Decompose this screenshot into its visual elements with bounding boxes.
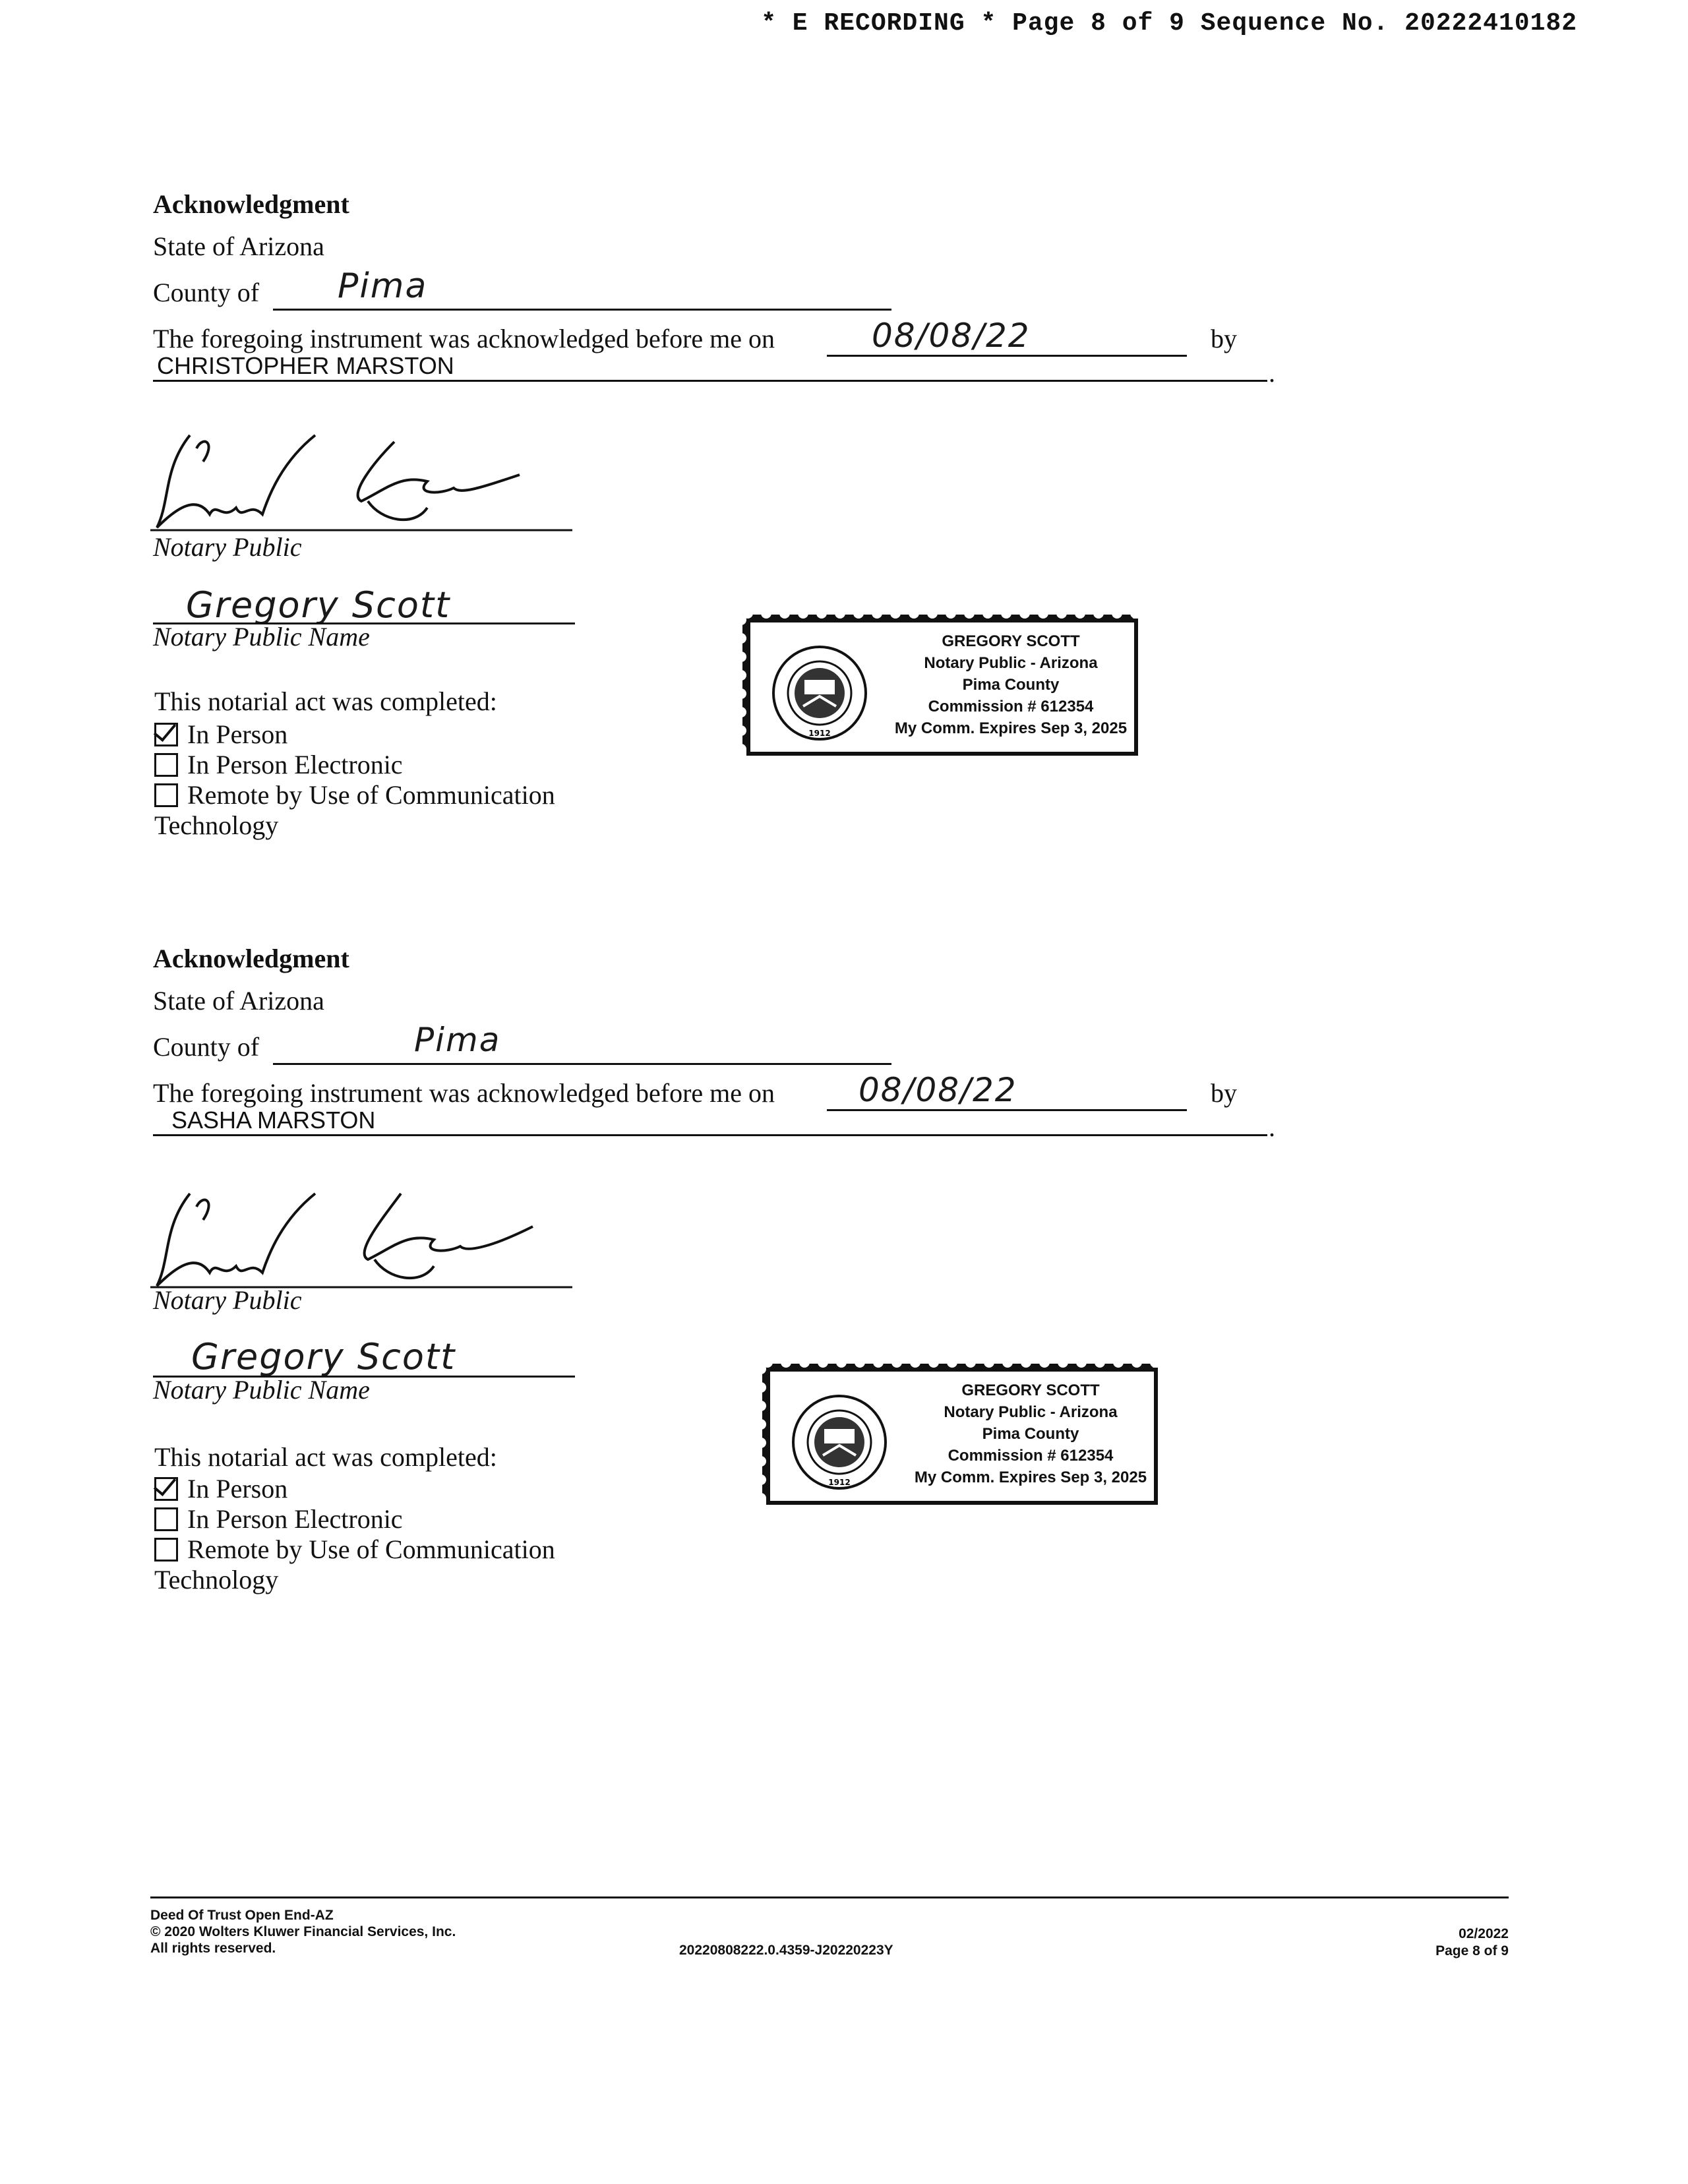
option-label: Remote by Use of Communication xyxy=(187,1534,555,1564)
county-label: County of xyxy=(153,1032,260,1062)
footer-rights: All rights reserved. xyxy=(150,1941,276,1956)
by-label: by xyxy=(1211,324,1237,353)
stamp-county: Pima County xyxy=(982,1425,1079,1443)
option-label: In Person xyxy=(187,1474,288,1503)
stamp-text xyxy=(889,630,1133,739)
checkbox-in-person-electronic xyxy=(154,1507,178,1531)
date-underline xyxy=(827,1109,1187,1111)
checkbox-remote xyxy=(154,1538,178,1562)
checkbox-remote xyxy=(154,783,178,807)
stamp-inner xyxy=(766,1368,1158,1505)
county-underline xyxy=(273,309,891,311)
county-handwritten: Pima xyxy=(414,1021,501,1059)
checkbox-in-person xyxy=(154,723,178,746)
county-handwritten: Pima xyxy=(338,266,428,306)
option-label: Remote by Use of Communication xyxy=(187,780,555,810)
option-continuation: Technology xyxy=(154,1565,279,1594)
signer-name: CHRISTOPHER MARSTON xyxy=(157,352,454,379)
option-label: In Person Electronic xyxy=(187,750,403,779)
stamp-title: Notary Public - Arizona xyxy=(924,654,1098,672)
svg-text:1912: 1912 xyxy=(828,1478,851,1487)
checkbox-in-person-electronic xyxy=(154,753,178,777)
date-handwritten: 08/08/22 xyxy=(872,317,1031,355)
statement-text: The foregoing instrument was acknowledged before me on xyxy=(153,324,775,353)
footer-right xyxy=(1435,1926,1509,1960)
county-line xyxy=(153,266,1313,323)
signer-name: SASHA MARSTON xyxy=(171,1107,376,1134)
option-continuation: Technology xyxy=(154,810,279,840)
stamp-name: GREGORY SCOTT xyxy=(961,1381,1100,1399)
stamp-expires: My Comm. Expires Sep 3, 2025 xyxy=(914,1469,1147,1486)
by-label: by xyxy=(1211,1078,1237,1108)
option-in-person xyxy=(154,1473,287,1504)
signer-period: . xyxy=(1269,358,1275,388)
notary-name-caption: Notary Public Name xyxy=(153,622,370,652)
footer-form-date: 02/2022 xyxy=(1459,1926,1509,1941)
notary-public-caption: Notary Public xyxy=(153,532,302,562)
state-line: State of Arizona xyxy=(153,986,324,1016)
completion-text: This notarial act was completed: xyxy=(154,686,497,716)
notary-signature-1 xyxy=(150,422,572,547)
notary-name-handwritten: Gregory Scott xyxy=(191,1336,456,1378)
statement-text: The foregoing instrument was acknowledged before me on xyxy=(153,1078,775,1108)
signer-period: . xyxy=(1269,1112,1275,1142)
state-line: State of Arizona xyxy=(153,231,324,261)
signer-line xyxy=(153,352,1313,396)
notary-stamp-1 xyxy=(738,611,1141,757)
option-label: In Person Electronic xyxy=(187,1504,403,1534)
footer-rule xyxy=(150,1896,1509,1898)
acknowledgment-heading: Acknowledgment xyxy=(153,944,349,973)
notary-name-handwritten: Gregory Scott xyxy=(186,584,451,626)
arizona-seal-icon xyxy=(770,644,869,743)
stamp-inner xyxy=(746,619,1138,756)
footer-copyright: © 2020 Wolters Kluwer Financial Services, Inc. xyxy=(150,1924,456,1939)
date-underline xyxy=(827,355,1187,357)
option-remote xyxy=(154,1534,555,1565)
notary-stamp-2 xyxy=(758,1360,1160,1506)
signer-underline xyxy=(153,1134,1267,1136)
signer-line xyxy=(153,1107,1313,1150)
svg-text:1912: 1912 xyxy=(808,729,831,738)
option-in-person-electronic xyxy=(154,749,403,780)
option-remote xyxy=(154,779,555,810)
footer-page: Page 8 of 9 xyxy=(1435,1943,1509,1958)
option-in-person xyxy=(154,719,287,750)
notary-public-caption: Notary Public xyxy=(153,1285,302,1315)
stamp-text xyxy=(909,1380,1153,1488)
notary-name-caption: Notary Public Name xyxy=(153,1375,370,1405)
completion-text: This notarial act was completed: xyxy=(154,1442,497,1472)
acknowledgment-heading: Acknowledgment xyxy=(153,189,349,219)
stamp-county: Pima County xyxy=(962,676,1060,694)
stamp-expires: My Comm. Expires Sep 3, 2025 xyxy=(894,719,1128,737)
recording-header: * E RECORDING * Page 8 of 9 Sequence No. 20222410182 xyxy=(761,9,1577,38)
county-underline xyxy=(273,1063,891,1065)
arizona-seal-icon xyxy=(790,1393,889,1492)
signer-underline xyxy=(153,380,1267,382)
option-label: In Person xyxy=(187,719,288,749)
county-label: County of xyxy=(153,278,260,307)
option-in-person-electronic xyxy=(154,1503,403,1534)
date-handwritten: 08/08/22 xyxy=(859,1071,1017,1109)
checkbox-in-person xyxy=(154,1477,178,1501)
acknowledgment-section-2 xyxy=(153,943,1313,1150)
stamp-name: GREGORY SCOTT xyxy=(942,632,1080,650)
footer-document-code: 20220808222.0.4359-J20220223Y xyxy=(679,1943,893,1958)
acknowledgment-section-1 xyxy=(153,189,1313,396)
stamp-commission: Commission # 612354 xyxy=(948,1447,1114,1465)
footer-form-name: Deed Of Trust Open End-AZ xyxy=(150,1908,334,1923)
county-line xyxy=(153,1021,1313,1077)
stamp-title: Notary Public - Arizona xyxy=(944,1403,1118,1421)
footer-left xyxy=(150,1907,456,1957)
stamp-commission: Commission # 612354 xyxy=(928,698,1094,715)
